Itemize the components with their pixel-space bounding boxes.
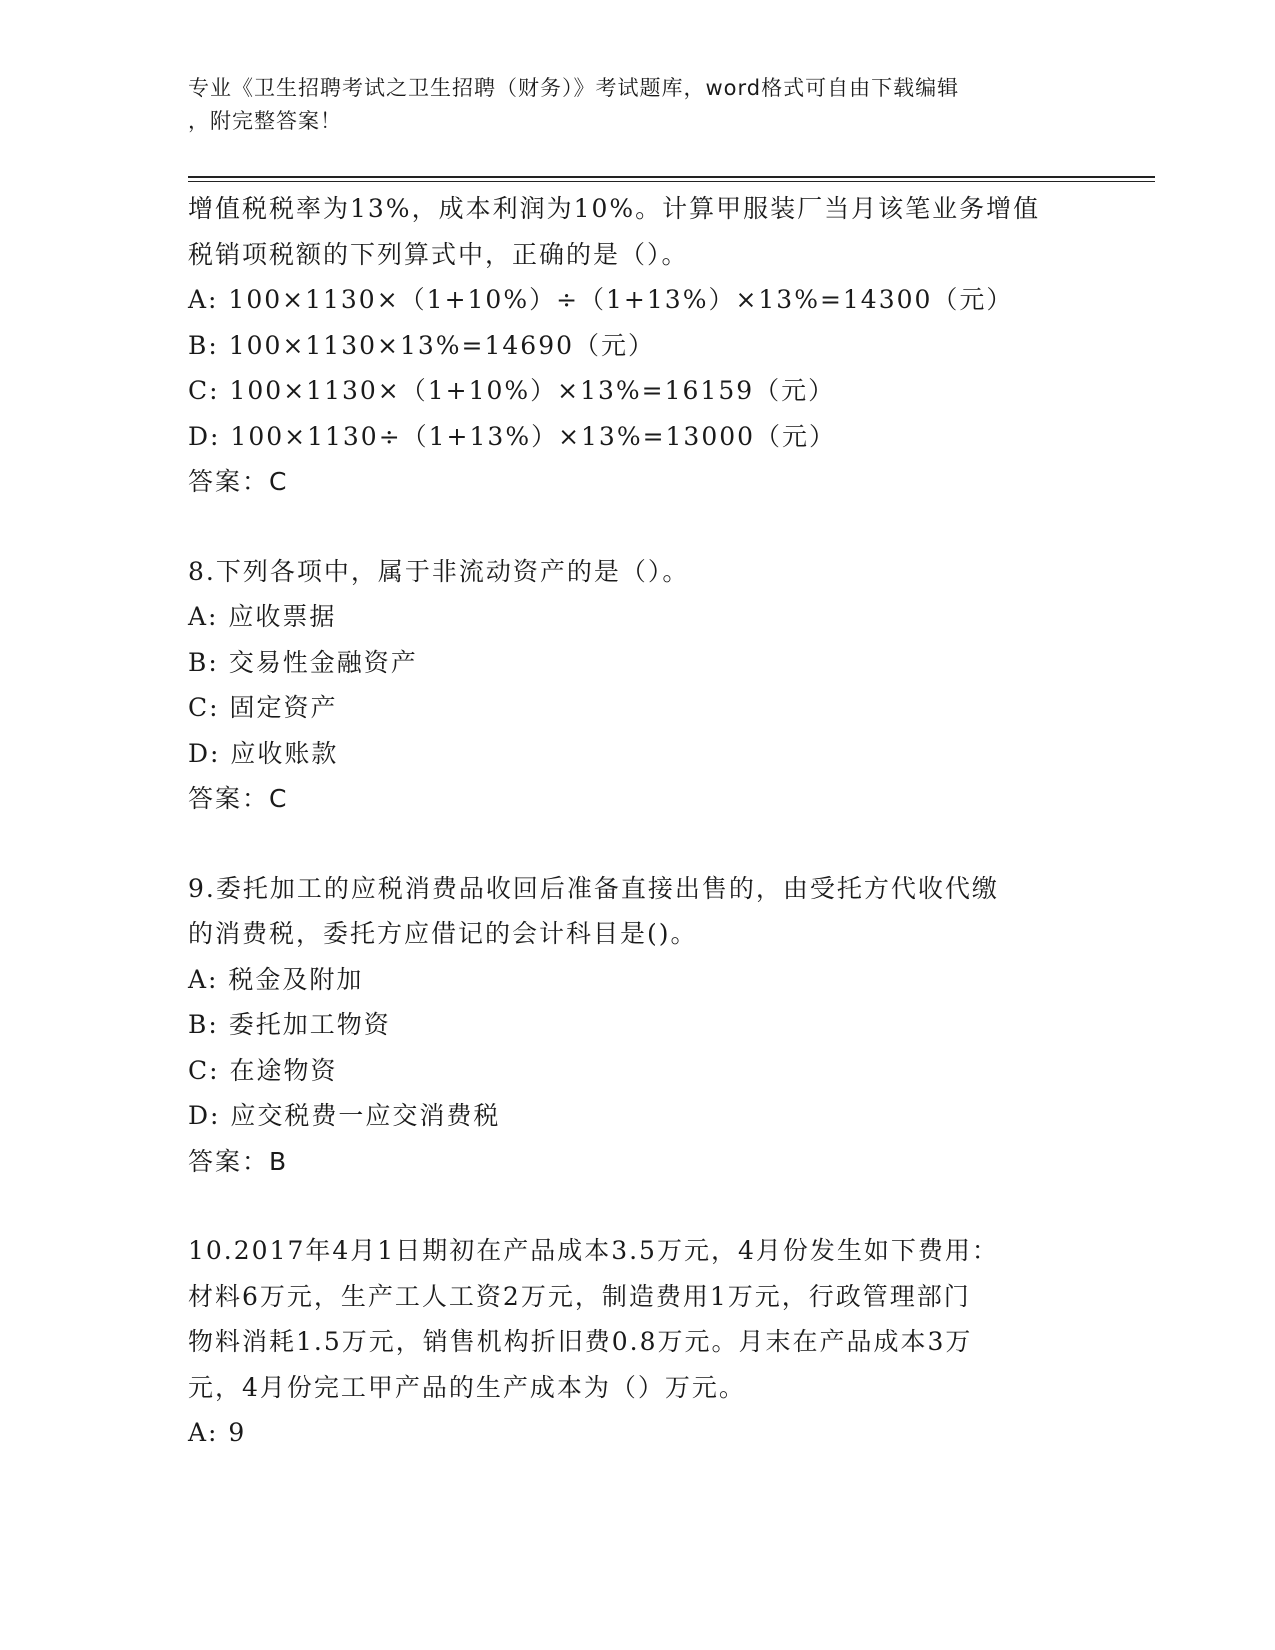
question-9 bbox=[188, 866, 1088, 1185]
question-stem-line: 9.委托加工的应税消费品收回后准备直接出售的，由受托方代收代缴 bbox=[188, 873, 999, 903]
header-rule-thin bbox=[188, 181, 1155, 182]
option-b: B: 委托加工物资 bbox=[188, 1010, 391, 1039]
question-stem-line: 的消费税，委托方应借记的会计科目是()。 bbox=[188, 919, 698, 948]
question-stem-line: 材料6万元，生产工人工资2万元，制造费用1万元，行政管理部门 bbox=[188, 1281, 971, 1311]
header-line-2: ，附完整答案！ bbox=[188, 109, 342, 133]
page-header bbox=[188, 72, 1088, 138]
option-a: A: 100×1130×（1+10%）÷（1+13%）×13%=14300（元） bbox=[188, 285, 1014, 314]
question-stem-line: 10.2017年4月1日期初在产品成本3.5万元，4月份发生如下费用： bbox=[188, 1236, 999, 1265]
answer-line: 答案：B bbox=[188, 1146, 289, 1176]
option-c: C: 100×1130×（1+10%）×13%=16159（元） bbox=[188, 376, 836, 405]
answer-line: 答案：C bbox=[188, 467, 289, 496]
spacer bbox=[188, 822, 1088, 866]
option-d: D: 100×1130÷（1+13%）×13%=13000（元） bbox=[188, 421, 837, 451]
question-stem-line: 税销项税额的下列算式中，正确的是（）。 bbox=[188, 239, 689, 269]
option-d: D: 应交税费一应交消费税 bbox=[188, 1101, 501, 1130]
option-d: D: 应收账款 bbox=[188, 738, 339, 768]
option-b: B: 交易性金融资产 bbox=[188, 647, 418, 677]
question-10 bbox=[188, 1228, 1088, 1456]
spacer bbox=[188, 505, 1088, 549]
question-list bbox=[188, 186, 1088, 1456]
header-rule-thick bbox=[188, 176, 1155, 178]
question-7 bbox=[188, 186, 1088, 505]
question-8 bbox=[188, 549, 1088, 822]
option-a: A: 税金及附加 bbox=[188, 964, 364, 994]
option-c: C: 在途物资 bbox=[188, 1055, 338, 1085]
option-a: A: 9 bbox=[188, 1418, 247, 1447]
answer-line: 答案：C bbox=[188, 784, 289, 813]
option-a: A: 应收票据 bbox=[188, 602, 337, 631]
question-stem-line: 8.下列各项中，属于非流动资产的是（）。 bbox=[188, 556, 690, 586]
question-stem-line: 元，4月份完工甲产品的生产成本为（）万元。 bbox=[188, 1372, 746, 1402]
question-stem-line: 物料消耗1.5万元，销售机构折旧费0.8万元。月末在产品成本3万 bbox=[188, 1327, 973, 1356]
spacer bbox=[188, 1184, 1088, 1228]
header-line-1: 专业《卫生招聘考试之卫生招聘（财务）》考试题库，word格式可自由下载编辑 bbox=[188, 76, 960, 100]
option-b: B: 100×1130×13%=14690（元） bbox=[188, 330, 656, 360]
option-c: C: 固定资产 bbox=[188, 693, 338, 722]
question-stem-line: 增值税税率为13%，成本利润为10%。计算甲服装厂当月该笔业务增值 bbox=[188, 194, 1041, 223]
